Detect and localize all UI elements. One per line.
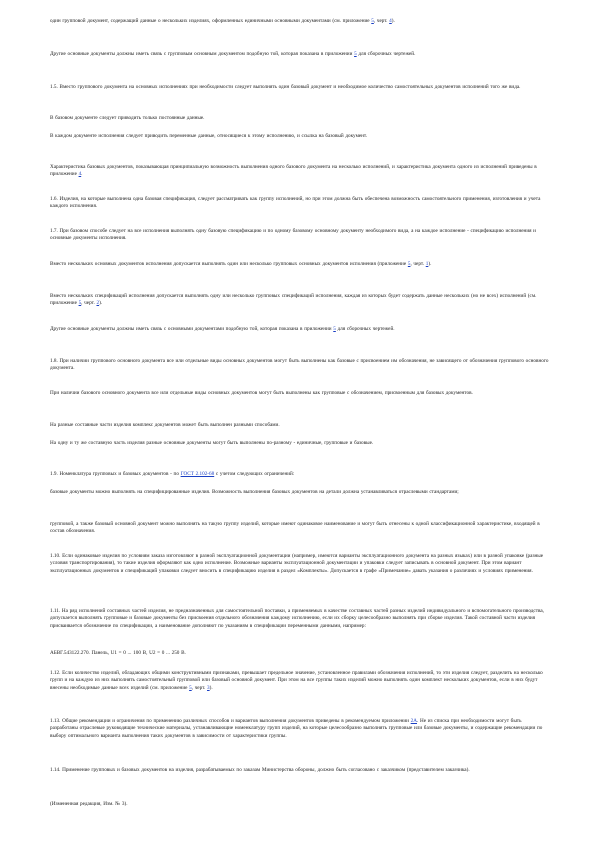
reference-link[interactable]: 2А xyxy=(410,718,417,724)
text-run: 1.12. Если количество изделий, обладающих общими конструктивными признаками, превышает предельное значение, установленное правилами обозначения исполнений, то эти изделия следует, разделить на несколько групп и на каждую из них выполнять самостоятельный групповой или базовый основной документ. При этом на все группы таких изделий можно выполнять один комплект нескольких документов, если в них будут внесены необходимые данные всех изделий (см. приложение xyxy=(50,670,543,691)
paragraph-p02 xyxy=(50,84,550,91)
text-run: ). xyxy=(391,18,395,24)
text-run: В каждом документе исполнения следует приводить переменные данные, относящиеся к этому исполнению, и ссылка на базовый документ. xyxy=(50,133,368,139)
text-run: 1.5. Вместо группового документа на основных исполнениях при необходимости следует выполнять один базовый документ и необходимое количество самостоятельных документов исполнений того же вида. xyxy=(50,84,521,90)
paragraph-p14 xyxy=(50,440,550,447)
paragraph-p17 xyxy=(50,521,550,536)
text-run: Характеристика базовых документов, показывающая принципиальную возможность выполнения одного базового документа на несколько исполнений, и характеристика документа одного из исполнений приведены в приложение xyxy=(50,164,537,178)
text-run: , черт. xyxy=(410,261,426,267)
paragraph-p05 xyxy=(50,164,550,179)
text-run: (Измененная редакция, Изм. № 3). xyxy=(50,801,128,807)
text-run: . xyxy=(81,171,83,178)
text-run: один групповой документ, содержащий данные о нескольких изделиях, оформленных единичными основными документами (см. приложение xyxy=(50,18,372,24)
paragraph-p10 xyxy=(50,326,550,333)
paragraph-p03 xyxy=(50,115,550,122)
text-run: В базовом документе следует приводить только постоянные данные. xyxy=(50,115,205,121)
paragraph-p18 xyxy=(50,553,550,575)
paragraph-p19 xyxy=(50,608,550,630)
paragraph-p12 xyxy=(50,390,550,397)
text-run: Другие основные документы должны иметь связь с основными документами подобную той, которая показана в приложении xyxy=(50,326,334,332)
text-run: для сборочных чертежей. xyxy=(356,51,416,57)
text-run: 1.8. При наличии группового основного документа все или отдельные виды основных документов могут быть выполнены как базовые с присвоением им обозначения, не зависящего от обозначения группового основного документа. xyxy=(50,358,549,372)
text-run: . Не из списка при необходимости могут быть разработаны отраслевые руководящие технические материалы, устанавливающие номенклатуру групп изделий, на которые целесообразно выполнять групповые или базовые документы, и содержащие рекомендации по выбору оптимального варианта выполнения таких документов в зависимости от характеристики группы. xyxy=(50,718,543,739)
text-run: 1.14. Применение групповых и базовых документов на изделия, разрабатываемых по заказам Министерства обороны, должно быть согласовано с заказчиком (представителем заказчика). xyxy=(50,767,470,773)
text-run: 1.7. При базовом способе следует на все исполнения выполнять одну базовую спецификацию и по одному базовому основному документу необходимого вида, а на каждое исполнение - спецификацию исполнения и основные документы исполнения. xyxy=(50,228,536,242)
text-run: На одну и ту же составную часть изделия разные основные документы могут быть выполнены по-разному - единичные, групповые и базовые. xyxy=(50,440,374,446)
text-run: АБВГ.543122.270. Панель, U1 = 0 ... 100 В, U2 = 0 ... 250 В. xyxy=(50,650,186,656)
paragraph-p15 xyxy=(50,471,550,478)
text-run: ). xyxy=(209,684,213,691)
text-run: с учетом следующих ограничений: xyxy=(214,471,295,477)
text-run: Вместо нескольких основных документов исполнения допускается выполнять один или несколько групповых основных документов исполнения (приложение xyxy=(50,261,408,267)
paragraph-p20 xyxy=(50,650,550,657)
reference-link[interactable]: 1 xyxy=(425,261,429,267)
text-run: ). xyxy=(99,300,103,307)
text-run: , черт. xyxy=(81,300,97,307)
paragraph-p23 xyxy=(50,767,550,774)
text-run: 1.10. Если одинаковые изделия по условиям заказа изготовляют в разной эксплуатационной документации (например, имеются варианты эксплуатационного документа на разных языках) или в разной упаковке (разные условия транспортирования), то такие изделия оформляют как одно исполнение. Возможные варианты эксплуатационной документации и упаковки следует записывать в основной документ. При этом вариант эксплуатационных документов и спецификаций упаковки следует вносить в спецификацию изделия в раздел «Комплекты». Допускается в графе «Примечание» давать указания о различиях и условиях применения. xyxy=(50,553,544,574)
text-run: 1.6. Изделия, на которые выполнена одна базовая спецификация, следует рассматривать как группу исполнений, но при этом должна быть обеспечена возможность самостоятельного применения, изготовления и учета каждого исполнения. xyxy=(50,196,541,210)
paragraph-p21 xyxy=(50,670,550,692)
text-run: для сборочных чертежей. xyxy=(335,326,395,332)
text-run: ). xyxy=(428,261,432,267)
reference-link[interactable]: 3 xyxy=(207,684,210,691)
paragraph-p04 xyxy=(50,133,550,140)
paragraph-p13 xyxy=(50,422,550,429)
paragraph-p08 xyxy=(50,261,550,268)
paragraph-p06 xyxy=(50,196,550,211)
reference-link[interactable]: 5 xyxy=(354,51,357,57)
text-run: базовые документы можно выполнять на специфицированные изделия. Возможность выполнения базовых документов на детали должна устанавливаться отраслевыми стандартами; xyxy=(50,489,459,495)
paragraph-p24 xyxy=(50,801,550,808)
paragraph-p01 xyxy=(50,51,550,58)
reference-link[interactable]: 5 xyxy=(333,326,336,332)
reference-link[interactable]: 4 xyxy=(389,18,392,24)
paragraph-p16 xyxy=(50,489,550,496)
reference-link[interactable]: 2 xyxy=(96,300,100,307)
reference-link[interactable]: ГОСТ 2.102-68 xyxy=(180,471,215,477)
reference-link[interactable]: 5 xyxy=(78,300,82,307)
paragraph-p22 xyxy=(50,718,550,740)
text-run: На разные составные части изделия комплекс документов может быть выполнен разными способами. xyxy=(50,422,280,428)
text-run: При наличии базового основного документа все или отдельные виды основных документов могут быть выполнены как групповые с обозначением, присвоенным для базовых документов. xyxy=(50,390,473,396)
text-run: групповой, а также базовый основной документ можно выполнять на такую группу изделий, которые имеют одинаковое наименование и могут быть отнесены к одной классификационной характеристике, входящей в состав обозначения. xyxy=(50,521,540,535)
paragraph-p09 xyxy=(50,293,550,308)
text-run: Вместо нескольких спецификаций исполнения допускается выполнять одну или несколько групповых спецификаций исполнения, каждая из которых будет содержать данные нескольких (но не всех) исполнений (см. приложение xyxy=(50,293,537,307)
reference-link[interactable]: 5 xyxy=(407,261,411,267)
reference-link[interactable]: 5 xyxy=(189,684,192,691)
text-run: Другие основные документы должны иметь связь с групповым основным документом подобную той, которая показана в приложении xyxy=(50,51,355,57)
paragraph-p07 xyxy=(50,228,550,243)
text-run: , черт. xyxy=(373,18,390,24)
reference-link[interactable]: 4 xyxy=(78,171,82,178)
text-run: 1.13. Общие рекомендации и ограничения по применению различных способов и вариантов выполнения документов приведены в рекомендуемом приложении xyxy=(50,718,411,724)
text-run: , черт. xyxy=(191,684,208,691)
text-run: 1.9. Номенклатура групповых и базовых документов - по xyxy=(50,471,181,477)
reference-link[interactable]: 5 xyxy=(371,18,374,24)
text-run: 1.11. На ряд исполнений составных частей изделия, не предназначенных для самостоятельной поставки, а применяемых в качестве составных частей разных изделий индивидуального и вспомогательного производства, допускается выполнять групповые и базовые документы без присвоения отдельного обозначения каждому исполнению, если их сборку целесообразно выполнять при сборке изделия. Такой составной части изделия присваивается обозначение по спецификации, а наименование дополняют по указаниям в спецификации переменными данными, например: xyxy=(50,608,544,629)
paragraph-p00 xyxy=(50,18,550,25)
paragraph-p11 xyxy=(50,358,550,373)
